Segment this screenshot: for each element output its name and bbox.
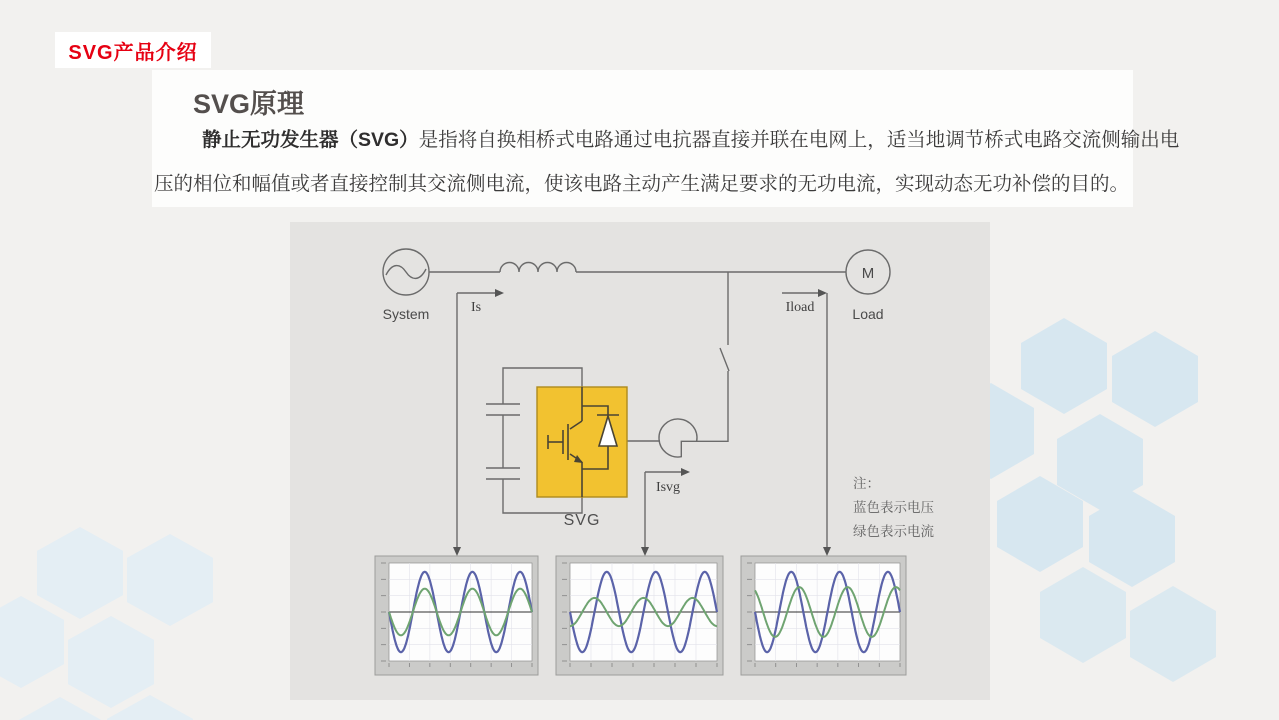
arrow-down-icon — [641, 547, 649, 556]
system-label: System — [382, 306, 430, 322]
isvg-label: Isvg — [655, 480, 681, 495]
note-title: 注： — [853, 476, 880, 491]
svg-block-label: SVG — [563, 512, 601, 529]
hexagon-decoration — [17, 697, 103, 720]
content-band — [152, 70, 1180, 207]
current-transformer-symbol — [627, 419, 728, 457]
main-bus-wire — [429, 263, 846, 273]
circuit-diagram-panel — [290, 222, 990, 700]
note-blue-voltage: 蓝色表示电压 — [853, 500, 934, 515]
converter-block — [537, 387, 627, 497]
sine-icon — [386, 266, 426, 279]
arrow-down-icon — [453, 547, 461, 556]
hexagon-decoration — [127, 534, 213, 626]
hexagon-decoration — [1021, 318, 1107, 414]
body-paragraph-line2: 压的相位和幅值或者直接控制其交流侧电流，使该电路主动产生满足要求的无功电流，实现动态无功补偿的目的。 — [154, 173, 1130, 195]
is-arrow — [453, 289, 504, 556]
arrow-down-icon — [823, 547, 831, 556]
hexagon-decoration — [0, 596, 64, 688]
hexagon-decoration — [1130, 586, 1216, 682]
body-paragraph-line1: 静止无功发生器（SVG）是指将自换相桥式电路通过电抗器直接并联在电网上，适当地调节桥式电路交流侧输出电 — [202, 129, 1180, 151]
motor-m-label: M — [861, 265, 875, 282]
load-label: Load — [852, 306, 884, 322]
hexagon-decoration — [37, 527, 123, 619]
iload-label: Iload — [785, 300, 815, 315]
section-title: SVG原理 — [193, 89, 305, 119]
note-green-current: 绿色表示电流 — [853, 524, 934, 539]
iload-arrow — [782, 289, 831, 556]
paragraph-bold-lead: 静止无功发生器（SVG） — [202, 129, 419, 151]
page-tag-label: SVG产品介绍 — [68, 41, 198, 64]
ac-source-symbol — [383, 249, 429, 295]
page-tag — [55, 32, 211, 68]
is-label: Is — [470, 300, 482, 315]
hexagon-decoration — [1112, 331, 1198, 427]
arrow-right-icon — [681, 468, 690, 476]
hexagon-decoration — [68, 616, 154, 708]
reactor-coil-icon — [500, 263, 576, 273]
waveform-plot-iload — [741, 556, 906, 675]
arrow-right-icon — [495, 289, 504, 297]
waveform-plot-is — [375, 556, 538, 675]
circuit-diagram — [290, 222, 990, 700]
arrow-right-icon — [818, 289, 827, 297]
disconnect-switch — [720, 272, 729, 442]
hexagon-decoration — [1040, 567, 1126, 663]
waveform-plot-isvg — [556, 556, 723, 675]
